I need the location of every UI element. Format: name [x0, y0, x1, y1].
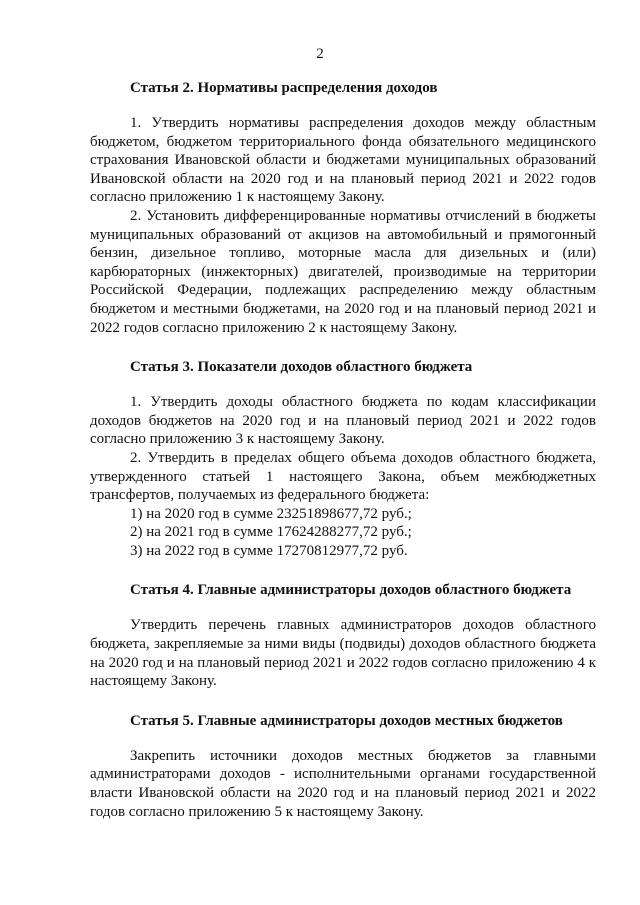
article-3-title: Статья 3. Показатели доходов областного бюджета — [130, 359, 473, 376]
article-3-paragraph-2: 2. Утвердить в пределах общего объема доходов областного бюджета, утвержденного статьей 1 настоящего Закона, объем межбюджетных трансфертов, получаемых из федерального бюджета: — [90, 449, 596, 504]
article-5 — [90, 711, 596, 821]
article-4-paragraph-1: Утвердить перечень главных администраторов доходов областного бюджета, закрепляемые за ними виды (подвиды) доходов областного бюджета на 2020 год и на плановый период 2021 и 2022 годов согласно приложению 4 к настоящему Закону. — [90, 617, 596, 690]
article-5-paragraph-1: Закрепить источники доходов местных бюджетов за главными администраторами доходов - исполнительными органами государственной власти Ивановской области на 2020 год и на плановый период 2021 и 2022 годов согласно приложению 5 к настоящему Закону. — [90, 747, 596, 820]
article-3-item: 1) на 2020 год в сумме 23251898677,72 руб.; — [130, 505, 412, 522]
article-2 — [90, 78, 596, 337]
page-number: 2 — [316, 46, 324, 62]
document-body — [90, 78, 596, 821]
article-5-title: Статья 5. Главные администраторы доходов местных бюджетов — [130, 712, 563, 729]
article-4-title: Статья 4. Главные администраторы доходов областного бюджета — [130, 582, 572, 599]
article-3-item: 3) на 2022 год в сумме 17270812977,72 руб. — [130, 542, 408, 559]
article-3-item: 2) на 2021 год в сумме 17624288277,72 руб.; — [130, 524, 412, 541]
article-3-paragraph-1: 1. Утвердить доходы областного бюджета по кодам классификации доходов бюджетов на 2020 год и на плановый период 2021 и 2022 годов согласно приложению 3 к настоящему Закону. — [90, 394, 596, 448]
article-4 — [90, 580, 596, 690]
article-2-title: Статья 2. Нормативы распределения доходов — [130, 80, 438, 96]
article-3 — [90, 357, 596, 560]
article-2-paragraph-2: 2. Установить дифференцированные нормативы отчислений в бюджеты муниципальных образований от акцизов на автомобильный и прямогонный бензин, дизельное топливо, моторные масла для дизельных и (или) карбюраторных (инжекторных) двигателей, производимые на территории Российской Федерации, подлежащих распределению между областным бюджетом и местными бюджетами, на 2020 год и на плановый период 2021 и 2022 годов согласно приложению 2 к настоящему Закону. — [90, 207, 596, 336]
article-2-paragraph-1: 1. Утвердить нормативы распределения доходов между областным бюджетом, бюджетом территориального фонда обязательного медицинского страхования Ивановской области и бюджетами муниципальных образований Ивановской области на 2020 год и на плановый период 2021 и 2022 годов согласно приложению 1 к настоящему Закону. — [90, 115, 596, 206]
